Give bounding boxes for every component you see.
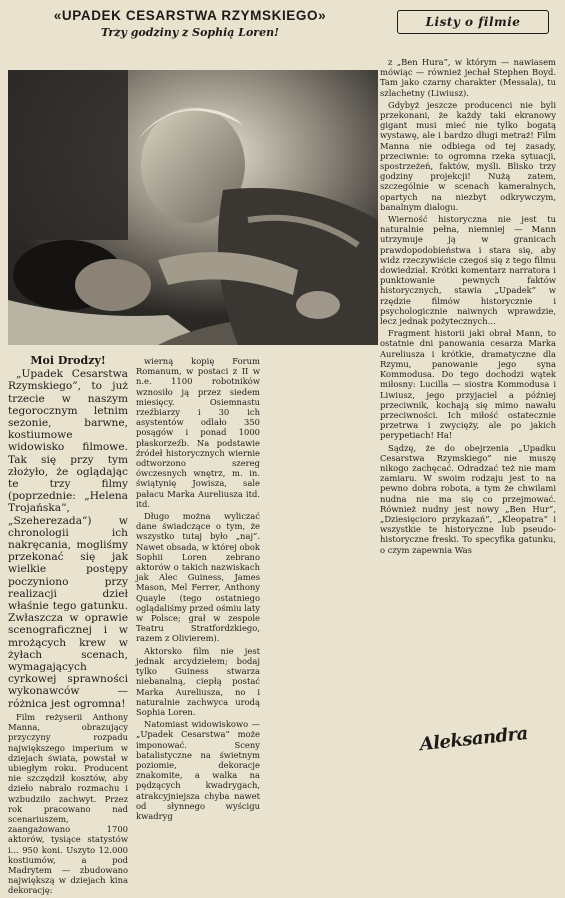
column-label-box (397, 10, 549, 34)
paragraph: Film reżyserii Anthony Manna, obrazujący przyczyny rozpadu największego imperium w dziejach świata, powstał w ubiegłym roku. Producent nie szczędził kosztów, aby dzieło nabrało rozmachu i wzbudziło zachwyt. Przez rok pracowano nad scenariuszem, zaangażowano 1700 aktorów, tysiące statystów i... 950 koni. Uszyto 12.000 kostiumów, a pod Madrytem — zbudowano największą w dziejach kina dekorację: (8, 711, 128, 896)
article-column-1 (8, 356, 128, 898)
article-title: «UPADEK CESARSTWA RZYMSKIEGO» (53, 8, 327, 23)
header (30, 4, 350, 39)
article-column-3 (380, 57, 556, 557)
signature: Aleksandra (418, 723, 529, 756)
paragraph: Długo można wyliczać dane świadczące o tym, że wszystko tutaj było „naj”. Nawet obsada, w której obok Sophii Loren zebrano aktorów o takich nazwiskach jak Alec Guiness, James Mason, Mel Ferrer, Anthony Quayle (tego ostatniego oglądaliśmy przed ośmiu laty w Polsce; grał w zespole Teatru Stratfordzkiego, razem z Olivierem). (136, 511, 260, 644)
article-subtitle: Trzy godziny z Sophią Loren! (101, 26, 279, 39)
paragraph: Fragment historii jaki obrał Mann, to ostatnie dni panowania cesarza Marka Aureliusza i krótkie, dramatyczne dla Rzymu, panowanie jego syna Kommodusa. Do tego dochodzi wątek miłosny: Lucilla — siostra Kommodusa i Liwiusz, jego przyjaciel a później przeciwnik, kochają się mimo nawału przeciwności. Ich miłość ostatecznie przetrwa i zwycięży, ale po jakich perypetiach! Ha! (380, 328, 556, 441)
column-label: Listy o filmie (425, 15, 521, 29)
film-still-photo (8, 70, 378, 345)
paragraph: wierną kopię Forum Romanum, w postaci z II w n.e. 1100 robotników wznosiło ją przez siedem miesięcy. Osiemnastu rzeźbiarzy i 30 ich asystentów odlało 350 posągów i ponad 1000 płaskorzeźb. Na podstawie źródeł historycznych wiernie odtworzono szereg ówczesnych wnętrz, m. in. świątynię Jowisza, sale pałacu Marka Aureliusza itd. itd. (136, 356, 260, 509)
greeting: Moi Drodzy! (30, 354, 106, 367)
paragraph: Aktorsko film nie jest jednak arcydziełem; bodaj tylko Guiness stwarza niebanalną, ciepłą postać Marka Aureliusza, no i naturalnie zachwyca urodą Sophia Loren. (136, 645, 260, 717)
paragraph: Natomiast widowiskowo — „Upadek Cesarstwa” może imponować. Sceny batalistyczne na świetnym poziomie, dekoracje znakomite, a walka na pędzących kwadrygach, atrakcyjniejsza chyba nawet od słynnego wyścigu kwadryg (136, 719, 260, 821)
paragraph: Sądzę, że do obejrzenia „Upadku Cesarstwa Rzymskiego” nie muszę nikogo zachęcać. Odradzać też nie mam zamiaru. W swoim rodzaju jest to na pewno dobra robota, a tym że chwilami nudna nie ma się co przejmować. Również nudny jest nowy „Ben Hur”, „Dziesięcioro przykazań”, „Kleopatra” i wszystkie te historyczne lub pseudo-historyczne freski. To specyfika gatunku, o czym zapewnia Was (380, 442, 556, 555)
photo-illustration-icon (8, 70, 378, 345)
paragraph: „Upadek Cesarstwa Rzymskiego”, to już trzecie w naszym tegorocznym letnim sezonie, barwne, kostiumowe widowisko filmowe. Tak się przy tym złożyło, że oglądając te trzy filmy (poprzednie: „Helena Trojańska”, „Szeherezada”) w chronologii ich nakręcania, mogliśmy przekonać się jak wielkie postępy poczyniono przy realizacji dzieł właśnie tego gatunku. Zwłaszcza w oprawie scenograficznej i w mrożących krew w żyłach scenach, wymagających cyrkowej sprawności wykonawców — różnica jest ogromna! (8, 368, 128, 710)
paragraph: z „Ben Hura”, w którym — nawiasem mówiąc — również jechał Stephen Boyd. Tam jako czarny charakter (Messala), tu szlachetny (Liwiusz). (380, 57, 556, 98)
paragraph: Wierność historyczna nie jest tu naturalnie pełna, niemniej — Mann utrzymuje ją w granicach prawdopodobieństwa i stara się, aby widz rzeczywiście czegoś się z tego filmu dowiedział. Krótki komentarz narratora i punktowanie pewnych faktów historycznych, stawia „Upadek” w rzędzie filmów historycznie i psychologicznie naiwnych wprawdzie, lecz jednak pożytecznych... (380, 214, 556, 327)
article-column-2 (136, 356, 260, 823)
paragraph: Gdybyż jeszcze producenci nie byli przekonani, że każdy taki ekranowy gigant musi mieć nie tylko bogatą wystawę, ale i bardzo długi metraż! Film Manna nie odbiega od tej zasady, przeciwnie: to ogromna rzeka sytuacji, spostrzeżeń, faktów, myśli. Blisko trzy godziny projekcji! Nużą zatem, szczególnie w scenach kameralnych, opartych na niezbyt odkrywczym, banalnym dialogu. (380, 99, 556, 212)
